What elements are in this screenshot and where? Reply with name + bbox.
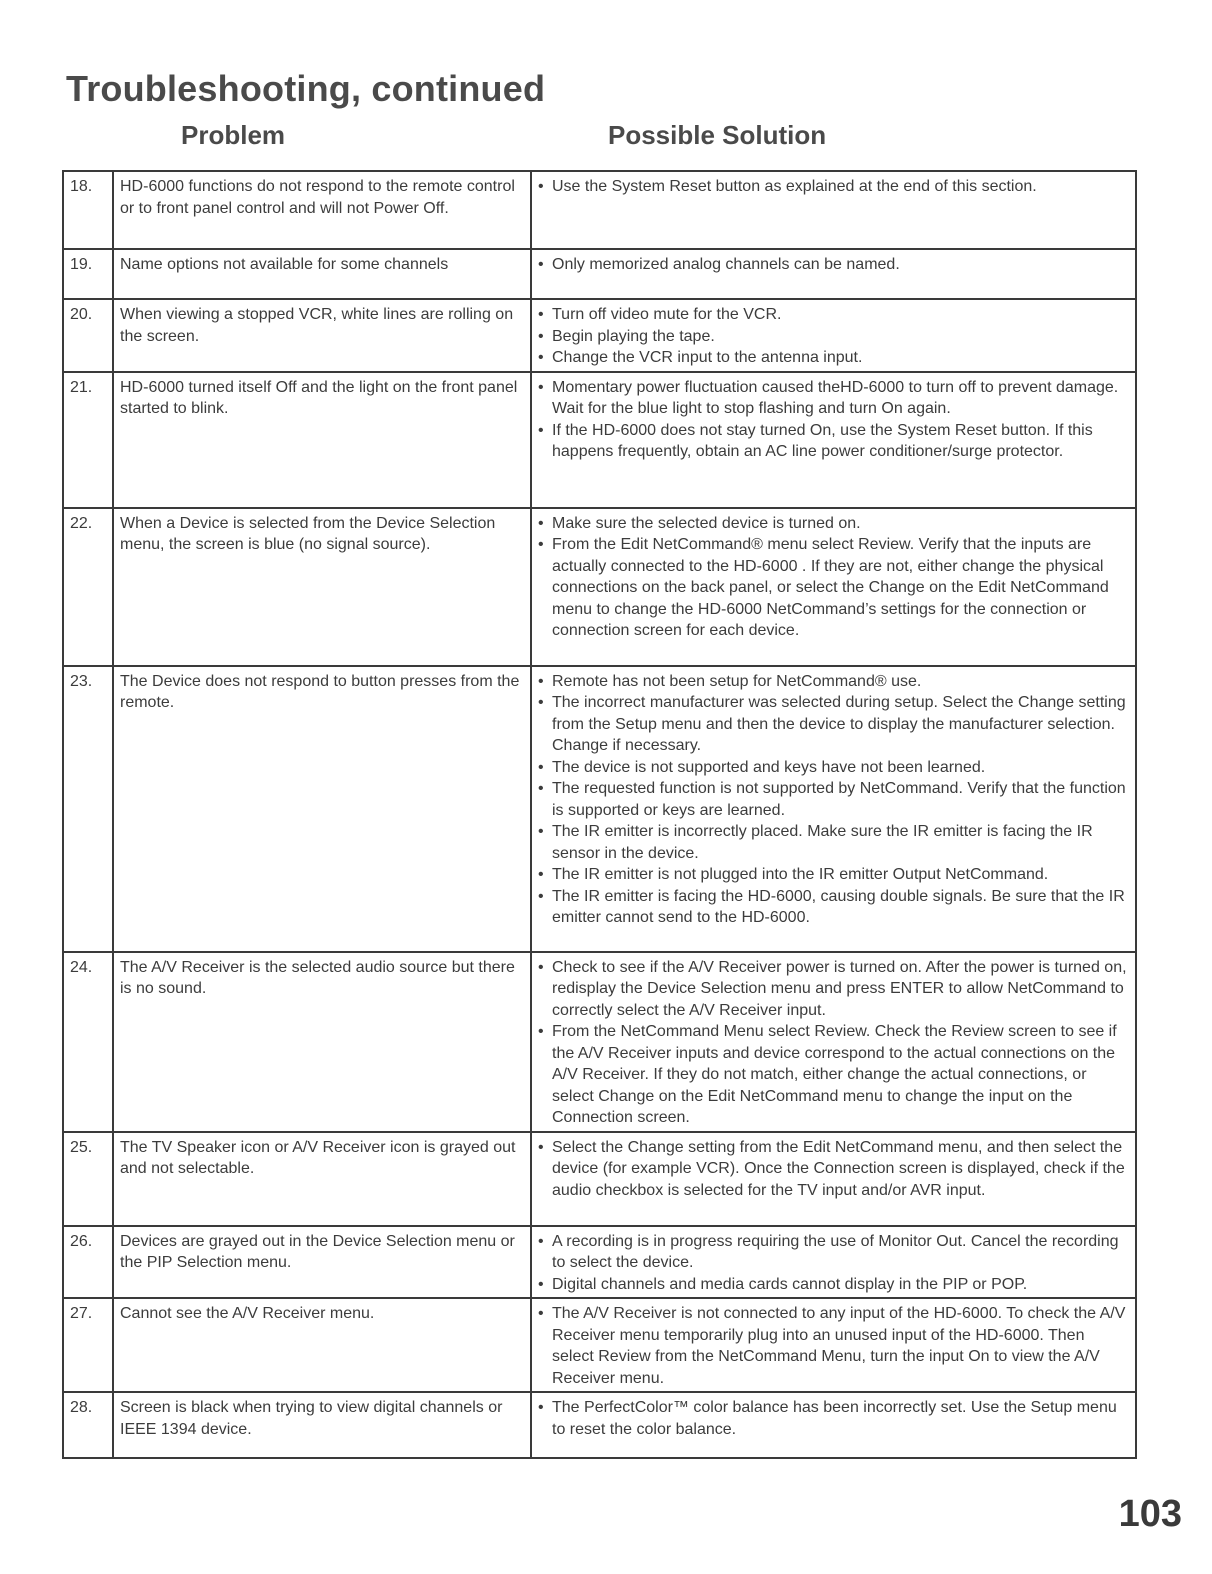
problem-text: When a Device is selected from the Device Selection menu, the screen is blue (no signal source). [113,508,531,666]
troubleshooting-table [62,170,1137,1459]
solution-list [538,176,1129,198]
solution-list [538,1137,1129,1202]
solution-item: • The IR emitter is facing the HD-6000, causing double signals. Be sure that the IR emitter cannot send to the HD-6000. [538,886,1129,929]
problem-text: Devices are grayed out in the Device Selection menu or the PIP Selection menu. [113,1226,531,1299]
table-row [63,1392,1136,1458]
problem-text: HD-6000 functions do not respond to the remote control or to front panel control and will not Power Off. [113,171,531,249]
table-row [63,1132,1136,1226]
solution-item: • Change the VCR input to the antenna input. [538,347,1129,369]
solution-cell [531,666,1136,952]
page-title: Troubleshooting, continued [66,68,546,109]
row-number: 26. [63,1226,113,1299]
table-row [63,372,1136,508]
problem-column-heading: Problem [181,120,286,150]
table-row [63,1226,1136,1299]
problem-text: The Device does not respond to button presses from the remote. [113,666,531,952]
solution-list [538,513,1129,642]
solution-item: • A recording is in progress requiring the use of Monitor Out. Cancel the recording to select the device. [538,1231,1129,1274]
table-row [63,171,1136,249]
solution-item: • The PerfectColor™ color balance has been incorrectly set. Use the Setup menu to reset the color balance. [538,1397,1129,1440]
table-row [63,249,1136,299]
table-row [63,666,1136,952]
solution-item: • The IR emitter is incorrectly placed. Make sure the IR emitter is facing the IR sensor in the device. [538,821,1129,864]
page-number: 103 [1118,1493,1182,1535]
solution-item: • Digital channels and media cards cannot display in the PIP or POP. [538,1274,1129,1296]
solution-item: • Begin playing the tape. [538,326,1129,348]
row-number: 18. [63,171,113,249]
solution-list [538,377,1129,463]
row-number: 21. [63,372,113,508]
solution-item: • Momentary power fluctuation caused theHD-6000 to turn off to prevent damage. Wait for the blue light to stop flashing and turn On again. [538,377,1129,420]
problem-text: Name options not available for some channels [113,249,531,299]
problem-text: Cannot see the A/V Receiver menu. [113,1298,531,1392]
row-number: 27. [63,1298,113,1392]
solution-item: • Check to see if the A/V Receiver power is turned on. After the power is turned on, redisplay the Device Selection menu and press ENTER to allow NetCommand to correctly select the A/V Receiver input. [538,957,1129,1022]
solution-list [538,254,1129,276]
solution-cell [531,508,1136,666]
solution-cell [531,952,1136,1132]
row-number: 28. [63,1392,113,1458]
solution-list [538,1231,1129,1296]
table-row [63,952,1136,1132]
solution-cell [531,1298,1136,1392]
solution-list [538,671,1129,929]
solution-item: • Select the Change setting from the Edit NetCommand menu, and then select the device (for example VCR). Once the Connection screen is displayed, check if the audio checkbox is selected for the TV input and/or AVR input. [538,1137,1129,1202]
problem-text: HD-6000 turned itself Off and the light on the front panel started to blink. [113,372,531,508]
solution-cell [531,299,1136,372]
problem-text: When viewing a stopped VCR, white lines are rolling on the screen. [113,299,531,372]
solution-item: • Only memorized analog channels can be named. [538,254,1129,276]
row-number: 19. [63,249,113,299]
row-number: 22. [63,508,113,666]
table-row [63,1298,1136,1392]
solution-cell [531,249,1136,299]
solution-item: • The incorrect manufacturer was selected during setup. Select the Change setting from the Setup menu and then the device to display the manufacturer selection. Change if necessary. [538,692,1129,757]
solution-column-heading: Possible Solution [608,120,827,150]
solution-cell [531,1132,1136,1226]
problem-text: The A/V Receiver is the selected audio source but there is no sound. [113,952,531,1132]
solution-list [538,304,1129,369]
solution-item: • From the Edit NetCommand® menu select Review. Verify that the inputs are actually connected to the HD-6000 . If they are not, either change the physical connections on the back panel, or select the Change on the Edit NetCommand menu to change the HD-6000 NetCommand’s settings for the connection or connection screen for each device. [538,534,1129,642]
row-number: 25. [63,1132,113,1226]
solution-item: • Make sure the selected device is turned on. [538,513,1129,535]
table-row [63,299,1136,372]
row-number: 20. [63,299,113,372]
solution-cell [531,171,1136,249]
solution-list [538,1397,1129,1440]
solution-cell [531,372,1136,508]
solution-item: • The requested function is not supported by NetCommand. Verify that the function is supported or keys are learned. [538,778,1129,821]
problem-text: The TV Speaker icon or A/V Receiver icon is grayed out and not selectable. [113,1132,531,1226]
solution-item: • The IR emitter is not plugged into the IR emitter Output NetCommand. [538,864,1129,886]
table-row [63,508,1136,666]
problem-text: Screen is black when trying to view digital channels or IEEE 1394 device. [113,1392,531,1458]
solution-item: • Use the System Reset button as explained at the end of this section. [538,176,1129,198]
solution-list [538,957,1129,1129]
solution-cell [531,1392,1136,1458]
solution-item: • Remote has not been setup for NetCommand® use. [538,671,1129,693]
solution-item: • From the NetCommand Menu select Review. Check the Review screen to see if the A/V Receiver inputs and device correspond to the actual connections on the A/V Receiver. If they do not match, either change the actual connections, or select Change on the Edit NetCommand menu to change the input on the Connection screen. [538,1021,1129,1129]
solution-cell [531,1226,1136,1299]
solution-item: • The device is not supported and keys have not been learned. [538,757,1129,779]
solution-item: • The A/V Receiver is not connected to any input of the HD-6000. To check the A/V Receiver menu temporarily plug into an unused input of the HD-6000. Then select Review from the NetCommand Menu, turn the input On to view the A/V Receiver menu. [538,1303,1129,1389]
solution-item: • If the HD-6000 does not stay turned On, use the System Reset button. If this happens frequently, obtain an AC line power conditioner/surge protector. [538,420,1129,463]
row-number: 24. [63,952,113,1132]
solution-item: • Turn off video mute for the VCR. [538,304,1129,326]
row-number: 23. [63,666,113,952]
solution-list [538,1303,1129,1389]
